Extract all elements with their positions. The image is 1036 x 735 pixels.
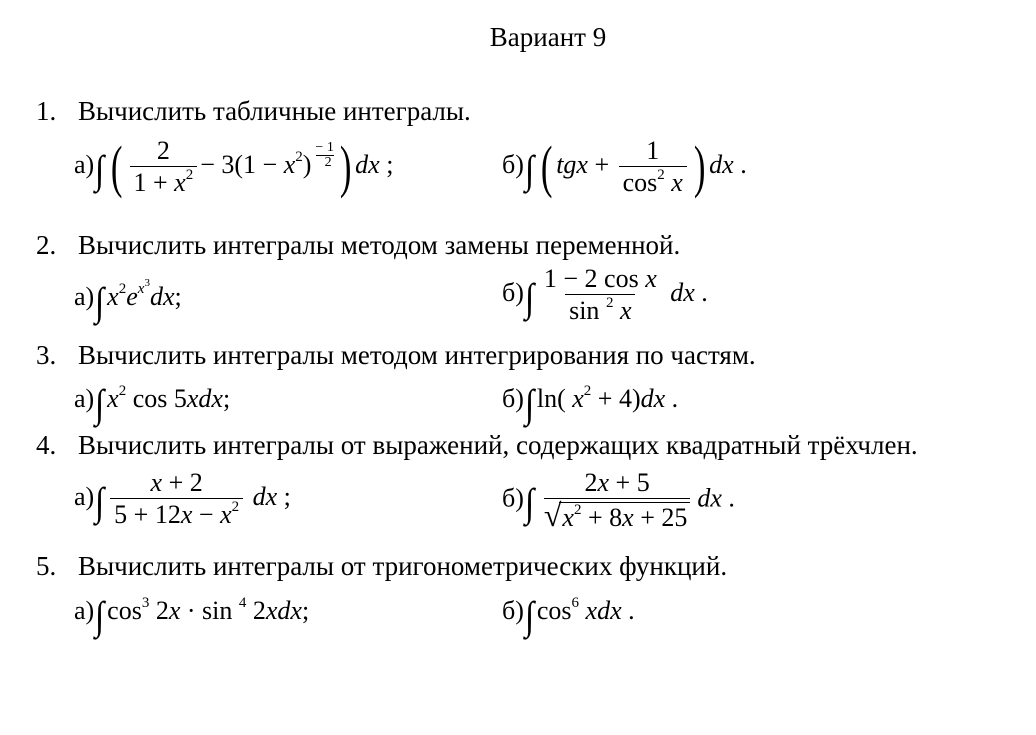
- part-a-label: а): [74, 384, 95, 413]
- task-1-part-b: б)∫ ( tgx + $\frac{1}{\cos^2 x}$ ) dx .: [502, 134, 747, 199]
- task-3-heading: [36, 340, 756, 371]
- task-2-heading: [36, 230, 680, 261]
- task-number: 2.: [36, 230, 57, 260]
- task-2-part-a: а)∫ $x^2e^{x^3}dx$;: [74, 277, 182, 324]
- integral-sign: ∫: [95, 381, 105, 426]
- task-3-part-b: б)∫ ln( $x^2 + 4)dx$ .: [502, 381, 679, 426]
- integral-sign: ∫: [524, 381, 535, 426]
- task-4-part-a: а)∫ $\frac{x + 2}{5 + 12x - x^2}$ dx ;: [74, 468, 291, 529]
- task-1-part-a: а)∫ ( $\frac{2}{1 + x^2}$ − $3(1 - x^2)$ $\frac{- 1}{2}$ ) dx ;: [74, 134, 394, 199]
- integral-sign: ∫: [524, 593, 535, 638]
- task-number: 5.: [36, 551, 57, 581]
- task-text: Вычислить интегралы от тригонометрических функций.: [78, 551, 728, 581]
- part-b-label: б): [502, 483, 524, 513]
- task-2-part-b: б)∫ $\frac{\text{1 − 2 cos x}}{\sin ^2 x}$ dx .: [502, 264, 708, 325]
- integral-sign: ∫: [524, 480, 535, 526]
- task-text: Вычислить табличные интегралы.: [78, 96, 471, 126]
- part-a-label: а): [74, 596, 95, 625]
- integral-sign: ∫: [524, 274, 535, 320]
- task-5-part-b: б)∫ $\cos^6$ xdx .: [502, 593, 635, 638]
- task-4-heading: [36, 430, 918, 461]
- integral-sign: ∫: [95, 279, 105, 324]
- part-a-label: а): [74, 481, 95, 511]
- part-b-label: б): [502, 384, 524, 413]
- task-number: 1.: [36, 96, 57, 126]
- integral-sign: ∫: [95, 593, 105, 638]
- task-5-heading: [36, 551, 727, 582]
- task-4-part-b: б)∫ 2x + 5 √ $x^2 + 8x + 25$ dx .: [502, 468, 735, 533]
- part-a-label: а): [74, 282, 95, 311]
- task-text: Вычислить интегралы методом интегрирования по частям.: [78, 340, 756, 370]
- task-number: 4.: [36, 430, 57, 460]
- part-b-label: б): [502, 149, 524, 179]
- task-text: Вычислить интегралы от выражений, содержащих квадратный трёхчлен.: [78, 430, 918, 460]
- integral-sign: ∫: [524, 146, 535, 192]
- part-a-label: а): [74, 149, 95, 179]
- task-5-part-a: а)∫ $\cos^3 2x \cdot \sin ^4$ 2xdx;: [74, 593, 310, 638]
- task-text: Вычислить интегралы методом замены переменной.: [78, 230, 681, 260]
- page-title: Вариант 9: [489, 22, 607, 52]
- part-b-label: б): [502, 277, 524, 307]
- task-number: 3.: [36, 340, 57, 370]
- task-3-part-a: а)∫ $x^2$ cos 5xdx;: [74, 381, 231, 426]
- integral-sign: ∫: [95, 146, 105, 192]
- part-b-label: б): [502, 596, 524, 625]
- task-1-heading: [36, 96, 471, 127]
- integral-sign: ∫: [95, 478, 105, 524]
